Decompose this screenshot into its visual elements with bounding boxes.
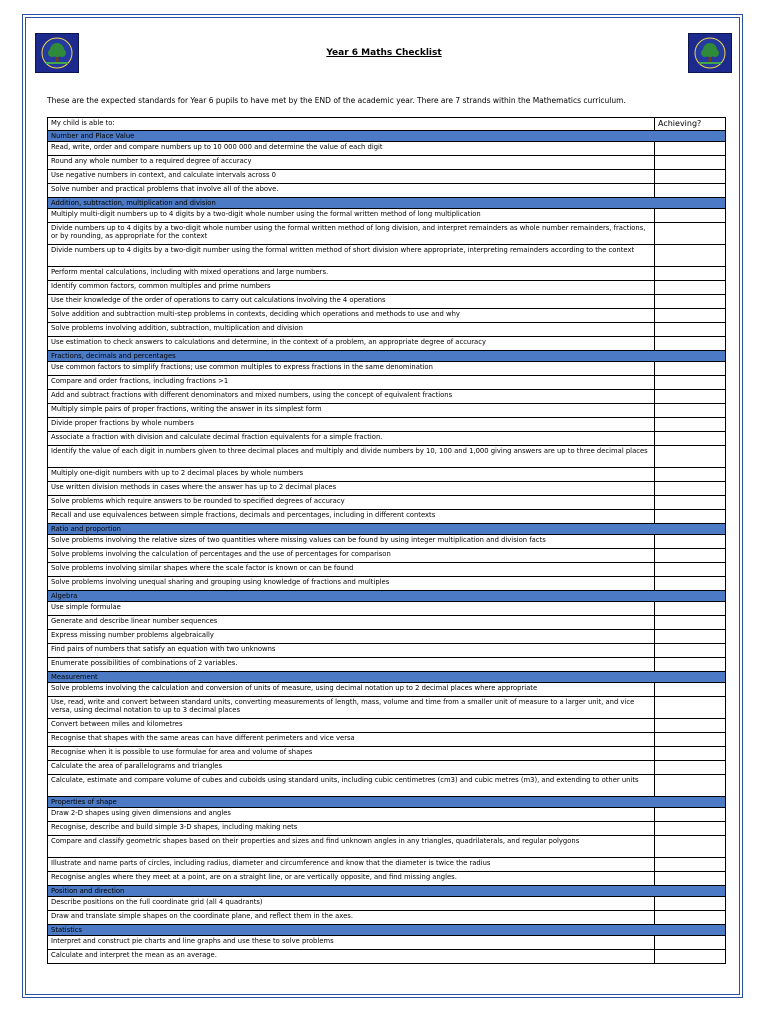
- checklist-row: [48, 911, 726, 925]
- objective-text: Solve number and practical problems that involve all of the above.: [48, 184, 655, 198]
- achieving-cell[interactable]: [655, 808, 726, 822]
- checklist-table: [47, 117, 726, 964]
- achieving-cell[interactable]: [655, 535, 726, 549]
- checklist-row: [48, 563, 726, 577]
- achieving-cell[interactable]: [655, 337, 726, 351]
- achieving-cell[interactable]: [655, 482, 726, 496]
- objective-text: Identify the value of each digit in numbers given to three decimal places and multiply and divide numbers by 10, 100 and 1,000 giving answers are up to three decimal places: [48, 446, 655, 468]
- objective-text: Draw 2-D shapes using given dimensions and angles: [48, 808, 655, 822]
- checklist-row: [48, 733, 726, 747]
- section-row: [48, 131, 726, 142]
- achieving-cell[interactable]: [655, 602, 726, 616]
- checklist-row: [48, 404, 726, 418]
- objective-text: Associate a fraction with division and calculate decimal fraction equivalents for a simple fraction.: [48, 432, 655, 446]
- checklist-row: [48, 616, 726, 630]
- checklist-row: [48, 950, 726, 964]
- section-title: Ratio and proportion: [48, 524, 726, 535]
- section-row: [48, 351, 726, 362]
- achieving-cell[interactable]: [655, 184, 726, 198]
- achieving-cell[interactable]: [655, 719, 726, 733]
- objective-text: Solve problems involving the relative sizes of two quantities where missing values can be found by using integer multiplication and division facts: [48, 535, 655, 549]
- objective-text: Divide proper fractions by whole numbers: [48, 418, 655, 432]
- checklist-row: [48, 535, 726, 549]
- achieving-cell[interactable]: [655, 390, 726, 404]
- checklist-row: [48, 496, 726, 510]
- objective-text: Recognise, describe and build simple 3-D shapes, including making nets: [48, 822, 655, 836]
- checklist-row: [48, 658, 726, 672]
- section-title: Properties of shape: [48, 797, 726, 808]
- checklist-row: [48, 432, 726, 446]
- checklist-row: [48, 683, 726, 697]
- checklist-row: [48, 209, 726, 223]
- objective-text: Convert between miles and kilometres: [48, 719, 655, 733]
- achieving-cell[interactable]: [655, 950, 726, 964]
- checklist-row: [48, 170, 726, 184]
- objective-text: Express missing number problems algebraically: [48, 630, 655, 644]
- objective-text: Calculate and interpret the mean as an average.: [48, 950, 655, 964]
- objective-text: Find pairs of numbers that satisfy an equation with two unknowns: [48, 644, 655, 658]
- checklist-row: [48, 267, 726, 281]
- achieving-cell[interactable]: [655, 683, 726, 697]
- achieving-cell[interactable]: [655, 775, 726, 797]
- checklist-row: [48, 337, 726, 351]
- objective-text: Calculate, estimate and compare volume of cubes and cuboids using standard units, including cubic centimetres (cm3) and cubic metres (m3), and extending to other units: [48, 775, 655, 797]
- objective-text: Recognise that shapes with the same areas can have different perimeters and vice versa: [48, 733, 655, 747]
- section-title: Algebra: [48, 591, 726, 602]
- objective-text: Read, write, order and compare numbers up to 10 000 000 and determine the value of each digit: [48, 142, 655, 156]
- achieving-cell[interactable]: [655, 936, 726, 950]
- achieving-cell[interactable]: [655, 822, 726, 836]
- checklist-body: [48, 118, 726, 964]
- label-header: My child is able to:: [48, 118, 655, 131]
- achieving-cell[interactable]: [655, 858, 726, 872]
- objective-text: Use negative numbers in context, and calculate intervals across 0: [48, 170, 655, 184]
- checklist-row: [48, 872, 726, 886]
- checklist-row: [48, 418, 726, 432]
- achieving-cell[interactable]: [655, 170, 726, 184]
- achieving-header: Achieving?: [655, 118, 726, 131]
- objective-text: Illustrate and name parts of circles, including radius, diameter and circumference and know that the diameter is twice the radius: [48, 858, 655, 872]
- section-row: [48, 886, 726, 897]
- achieving-cell[interactable]: [655, 747, 726, 761]
- objective-text: Solve addition and subtraction multi-step problems in contexts, deciding which operations and methods to use and why: [48, 309, 655, 323]
- achieving-cell[interactable]: [655, 897, 726, 911]
- objective-text: Use their knowledge of the order of operations to carry out calculations involving the 4 operations: [48, 295, 655, 309]
- checklist-row: [48, 245, 726, 267]
- achieving-cell[interactable]: [655, 309, 726, 323]
- objective-text: Add and subtract fractions with different denominators and mixed numbers, using the concept of equivalent fractions: [48, 390, 655, 404]
- achieving-cell[interactable]: [655, 577, 726, 591]
- achieving-cell[interactable]: [655, 733, 726, 747]
- objective-text: Round any whole number to a required degree of accuracy: [48, 156, 655, 170]
- section-row: [48, 198, 726, 209]
- checklist-row: [48, 295, 726, 309]
- achieving-cell[interactable]: [655, 563, 726, 577]
- achieving-cell[interactable]: [655, 446, 726, 468]
- checklist-row: [48, 808, 726, 822]
- section-row: [48, 672, 726, 683]
- achieving-cell[interactable]: [655, 697, 726, 719]
- objective-text: Generate and describe linear number sequences: [48, 616, 655, 630]
- achieving-cell[interactable]: [655, 223, 726, 245]
- checklist-row: [48, 362, 726, 376]
- checklist-row: [48, 719, 726, 733]
- checklist-row: [48, 775, 726, 797]
- objective-text: Solve problems which require answers to be rounded to specified degrees of accuracy: [48, 496, 655, 510]
- objective-text: Solve problems involving the calculation of percentages and the use of percentages for comparison: [48, 549, 655, 563]
- objective-text: Interpret and construct pie charts and line graphs and use these to solve problems: [48, 936, 655, 950]
- objective-text: Solve problems involving addition, subtraction, multiplication and division: [48, 323, 655, 337]
- achieving-cell[interactable]: [655, 761, 726, 775]
- objective-text: Compare and classify geometric shapes based on their properties and sizes and find unknown angles in any triangles, quadrilaterals, and regular polygons: [48, 836, 655, 858]
- achieving-cell[interactable]: [655, 142, 726, 156]
- objective-text: Use common factors to simplify fractions; use common multiples to express fractions in the same denomination: [48, 362, 655, 376]
- achieving-cell[interactable]: [655, 362, 726, 376]
- objective-text: Calculate the area of parallelograms and triangles: [48, 761, 655, 775]
- objective-text: Solve problems involving similar shapes where the scale factor is known or can be found: [48, 563, 655, 577]
- page-title: Year 6 Maths Checklist: [326, 48, 442, 58]
- table-header-row: [48, 118, 726, 131]
- achieving-cell[interactable]: [655, 549, 726, 563]
- achieving-cell[interactable]: [655, 644, 726, 658]
- achieving-cell[interactable]: [655, 376, 726, 390]
- achieving-cell[interactable]: [655, 658, 726, 672]
- objective-text: Use estimation to check answers to calculations and determine, in the context of a problem, an appropriate degree of accuracy: [48, 337, 655, 351]
- section-row: [48, 797, 726, 808]
- section-title: Addition, subtraction, multiplication and division: [48, 198, 726, 209]
- section-row: [48, 524, 726, 535]
- achieving-cell[interactable]: [655, 209, 726, 223]
- objective-text: Recognise angles where they meet at a point, are on a straight line, or are vertically opposite, and find missing angles.: [48, 872, 655, 886]
- objective-text: Enumerate possibilities of combinations of 2 variables.: [48, 658, 655, 672]
- objective-text: Draw and translate simple shapes on the coordinate plane, and reflect them in the axes.: [48, 911, 655, 925]
- objective-text: Multiply simple pairs of proper fractions, writing the answer in its simplest form: [48, 404, 655, 418]
- checklist-row: [48, 577, 726, 591]
- intro-text: These are the expected standards for Year 6 pupils to have met by the END of the academic year. There are 7 strands within the Mathematics curriculum.: [47, 96, 626, 105]
- achieving-cell[interactable]: [655, 630, 726, 644]
- section-title: Number and Place Value: [48, 131, 726, 142]
- achieving-cell[interactable]: [655, 267, 726, 281]
- achieving-cell[interactable]: [655, 404, 726, 418]
- checklist-row: [48, 184, 726, 198]
- objective-text: Divide numbers up to 4 digits by a two-digit number using the formal written method of short division where appropriate, interpreting remainders according to the context: [48, 245, 655, 267]
- checklist-row: [48, 936, 726, 950]
- checklist-row: [48, 644, 726, 658]
- checklist-row: [48, 309, 726, 323]
- checklist-row: [48, 281, 726, 295]
- checklist-row: [48, 468, 726, 482]
- checklist-row: [48, 836, 726, 858]
- achieving-cell[interactable]: [655, 836, 726, 858]
- checklist-row: [48, 223, 726, 245]
- objective-text: Compare and order fractions, including fractions >1: [48, 376, 655, 390]
- checklist-row: [48, 761, 726, 775]
- checklist-row: [48, 510, 726, 524]
- objective-text: Describe positions on the full coordinate grid (all 4 quadrants): [48, 897, 655, 911]
- achieving-cell[interactable]: [655, 432, 726, 446]
- checklist-row: [48, 446, 726, 468]
- checklist-row: [48, 697, 726, 719]
- checklist-row: [48, 376, 726, 390]
- checklist-row: [48, 549, 726, 563]
- objective-text: Use written division methods in cases where the answer has up to 2 decimal places: [48, 482, 655, 496]
- achieving-cell[interactable]: [655, 616, 726, 630]
- checklist-row: [48, 858, 726, 872]
- achieving-cell[interactable]: [655, 295, 726, 309]
- checklist-row: [48, 323, 726, 337]
- achieving-cell[interactable]: [655, 281, 726, 295]
- achieving-cell[interactable]: [655, 510, 726, 524]
- checklist-row: [48, 142, 726, 156]
- section-title: Position and direction: [48, 886, 726, 897]
- section-title: Statistics: [48, 925, 726, 936]
- section-title: Fractions, decimals and percentages: [48, 351, 726, 362]
- checklist-row: [48, 390, 726, 404]
- checklist-row: [48, 156, 726, 170]
- objective-text: Use simple formulae: [48, 602, 655, 616]
- checklist-row: [48, 897, 726, 911]
- section-title: Measurement: [48, 672, 726, 683]
- objective-text: Multiply one-digit numbers with up to 2 decimal places by whole numbers: [48, 468, 655, 482]
- checklist-row: [48, 482, 726, 496]
- achieving-cell[interactable]: [655, 245, 726, 267]
- checklist-row: [48, 602, 726, 616]
- section-row: [48, 591, 726, 602]
- achieving-cell[interactable]: [655, 323, 726, 337]
- checklist-row: [48, 630, 726, 644]
- achieving-cell[interactable]: [655, 418, 726, 432]
- objective-text: Solve problems involving unequal sharing and grouping using knowledge of fractions and multiples: [48, 577, 655, 591]
- objective-text: Perform mental calculations, including with mixed operations and large numbers.: [48, 267, 655, 281]
- objective-text: Recognise when it is possible to use formulae for area and volume of shapes: [48, 747, 655, 761]
- objective-text: Use, read, write and convert between standard units, converting measurements of length, mass, volume and time from a smaller unit of measure to a larger unit, and vice versa, using decimal notation to up to 3 decimal places: [48, 697, 655, 719]
- achieving-cell[interactable]: [655, 911, 726, 925]
- objective-text: Recall and use equivalences between simple fractions, decimals and percentages, including in different contexts: [48, 510, 655, 524]
- objective-text: Multiply multi-digit numbers up to 4 digits by a two-digit whole number using the formal written method of long multiplication: [48, 209, 655, 223]
- achieving-cell[interactable]: [655, 468, 726, 482]
- objective-text: Solve problems involving the calculation and conversion of units of measure, using decimal notation up to 2 decimal places where appropriate: [48, 683, 655, 697]
- objective-text: Divide numbers up to 4 digits by a two-digit whole number using the formal written method of long division, and interpret remainders as whole number remainders, fractions, or by rounding, as appropriate for the context: [48, 223, 655, 245]
- checklist-row: [48, 747, 726, 761]
- achieving-cell[interactable]: [655, 496, 726, 510]
- section-row: [48, 925, 726, 936]
- achieving-cell[interactable]: [655, 872, 726, 886]
- achieving-cell[interactable]: [655, 156, 726, 170]
- checklist-row: [48, 822, 726, 836]
- objective-text: Identify common factors, common multiples and prime numbers: [48, 281, 655, 295]
